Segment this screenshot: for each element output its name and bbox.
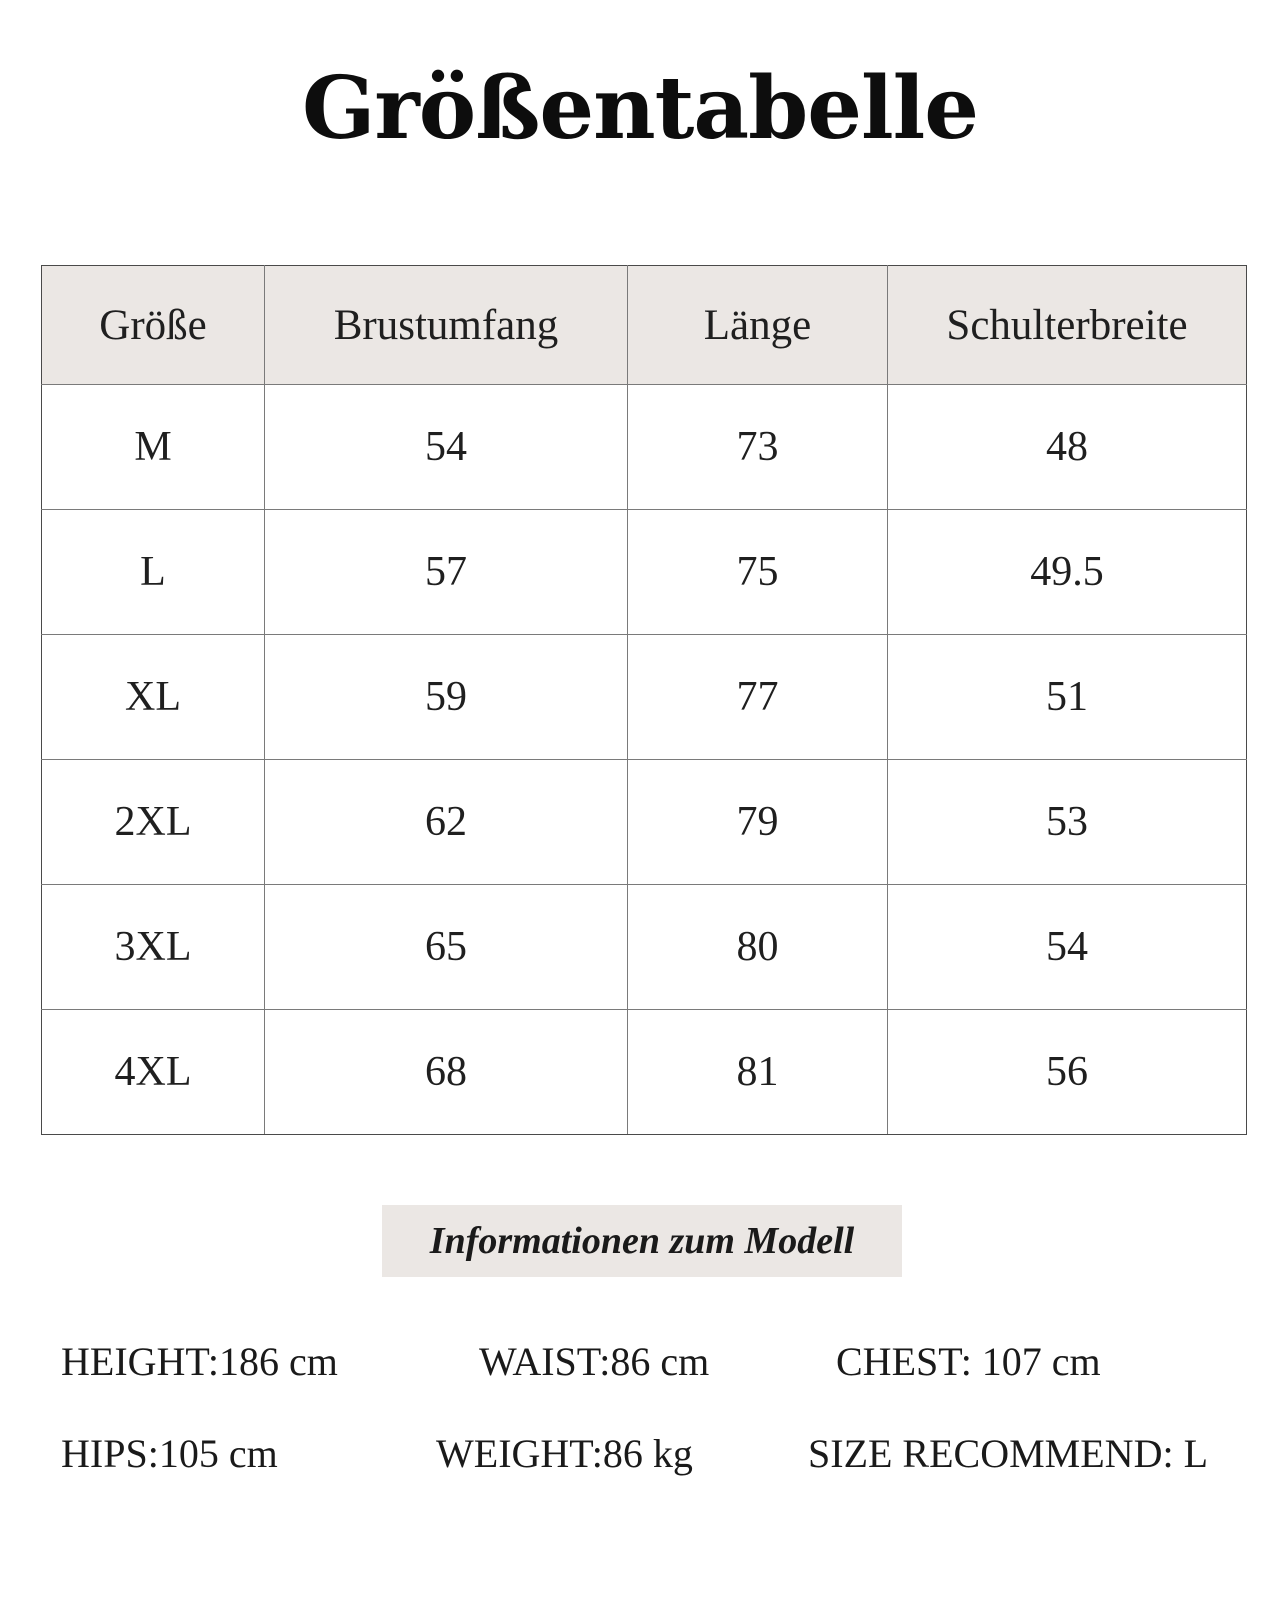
- table-row: [42, 510, 1247, 635]
- cell-chest: 62: [265, 760, 628, 885]
- cell-shoulder: 48: [888, 385, 1247, 510]
- header-shoulder: Schulterbreite: [888, 266, 1247, 385]
- table-row: [42, 760, 1247, 885]
- cell-size: XL: [42, 635, 265, 760]
- table-row: [42, 1010, 1247, 1135]
- model-height: HEIGHT:186 cm: [61, 1339, 338, 1384]
- model-size-recommend: SIZE RECOMMEND: L: [808, 1431, 1208, 1476]
- model-weight: WEIGHT:86 kg: [436, 1431, 693, 1476]
- cell-size: 4XL: [42, 1010, 265, 1135]
- cell-size: L: [42, 510, 265, 635]
- cell-chest: 68: [265, 1010, 628, 1135]
- model-hips: HIPS:105 cm: [61, 1431, 278, 1476]
- size-table: [41, 265, 1247, 1135]
- cell-chest: 57: [265, 510, 628, 635]
- cell-chest: 54: [265, 385, 628, 510]
- model-info-title: Informationen zum Modell: [429, 1220, 855, 1262]
- cell-size: 3XL: [42, 885, 265, 1010]
- cell-shoulder: 54: [888, 885, 1247, 1010]
- cell-length: 75: [628, 510, 888, 635]
- cell-size: 2XL: [42, 760, 265, 885]
- table-row: [42, 635, 1247, 760]
- cell-length: 77: [628, 635, 888, 760]
- table-header-row: [42, 266, 1247, 385]
- table-row: [42, 885, 1247, 1010]
- cell-chest: 65: [265, 885, 628, 1010]
- model-chest: CHEST: 107 cm: [836, 1339, 1101, 1384]
- cell-size: M: [42, 385, 265, 510]
- cell-shoulder: 53: [888, 760, 1247, 885]
- page-title: Größentabelle: [301, 58, 979, 159]
- cell-shoulder: 49.5: [888, 510, 1247, 635]
- header-size: Größe: [42, 266, 265, 385]
- cell-chest: 59: [265, 635, 628, 760]
- cell-length: 79: [628, 760, 888, 885]
- cell-length: 73: [628, 385, 888, 510]
- cell-length: 80: [628, 885, 888, 1010]
- cell-length: 81: [628, 1010, 888, 1135]
- model-waist: WAIST:86 cm: [479, 1339, 710, 1384]
- model-info-banner: [382, 1205, 902, 1277]
- header-length: Länge: [628, 266, 888, 385]
- cell-shoulder: 56: [888, 1010, 1247, 1135]
- cell-shoulder: 51: [888, 635, 1247, 760]
- table-row: [42, 385, 1247, 510]
- header-chest: Brustumfang: [265, 266, 628, 385]
